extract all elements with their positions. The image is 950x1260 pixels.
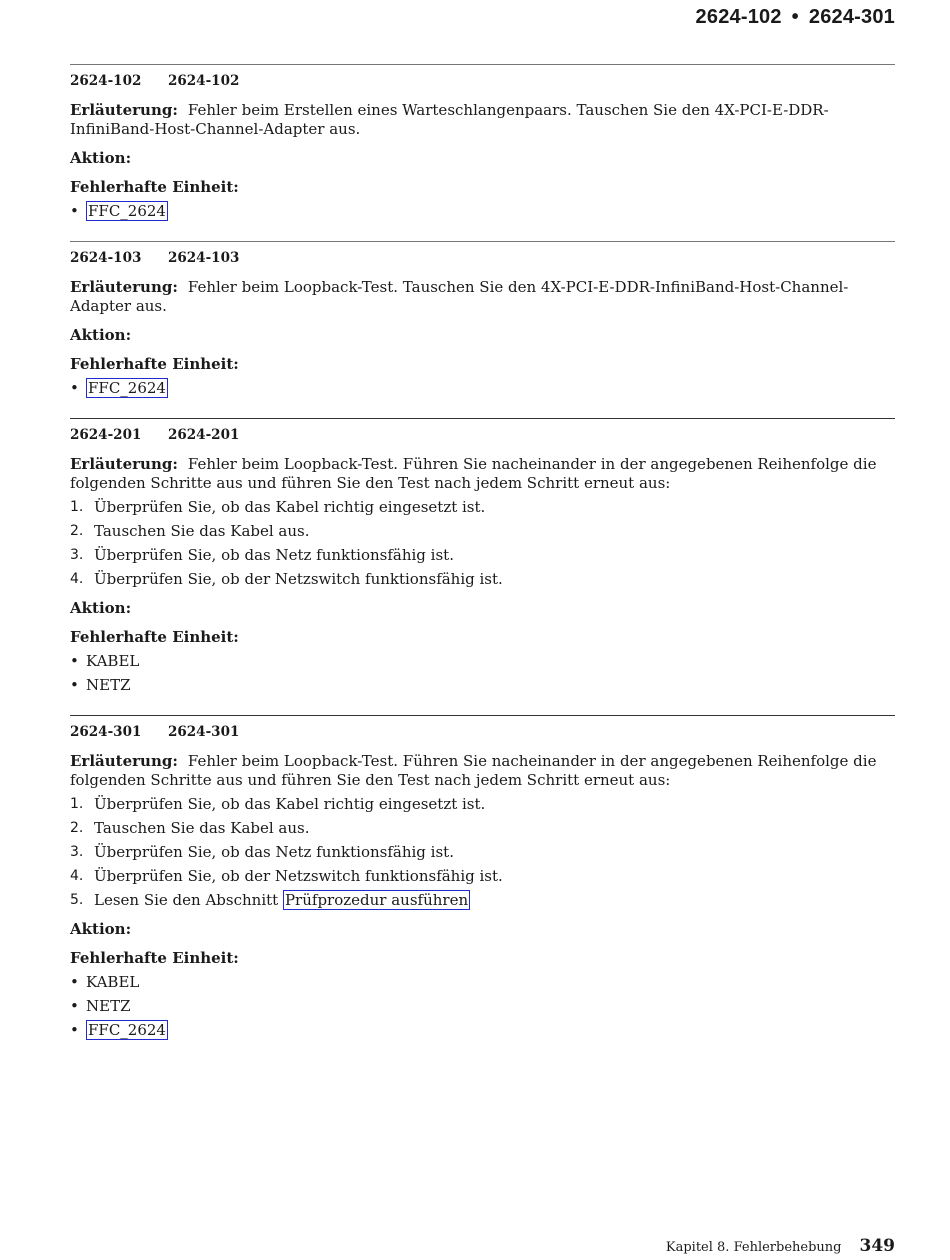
unit-netz: NETZ (86, 676, 131, 694)
error-entry-2624-103 (70, 241, 895, 398)
faulty-unit-label: Fehlerhafte Einheit: (70, 178, 239, 196)
explanation-text: Fehler beim Loopback-Test. Führen Sie nacheinander in der angegebenen Reihenfolge die folgenden Schritte aus und führen Sie den Test nach jedem Schritt erneut aus: (70, 752, 877, 789)
entry-heading (70, 73, 895, 91)
explanation (70, 101, 895, 139)
step-text: Überprüfen Sie, ob der Netzswitch funktionsfähig ist. (94, 570, 503, 588)
list-item (70, 379, 895, 398)
explanation (70, 752, 895, 790)
step-text: Überprüfen Sie, ob der Netzswitch funktionsfähig ist. (94, 867, 503, 885)
ffc-2624-link[interactable]: FFC_2624 (88, 202, 166, 220)
explanation-text: Fehler beim Loopback-Test. Tauschen Sie den 4X-PCI-E-DDR-InfiniBand-Host-Channel-Adapter aus. (70, 278, 849, 315)
list-item (70, 652, 895, 671)
list-item (70, 498, 895, 517)
action-label: Aktion: (70, 149, 132, 167)
unit-list (70, 652, 895, 695)
step-number: 5. (70, 892, 84, 908)
list-item (70, 202, 895, 221)
list-item (70, 819, 895, 838)
error-code: 2624-102 (70, 73, 142, 89)
step-number: 2. (70, 523, 84, 539)
step-text: Lesen Sie den Abschnitt (94, 891, 279, 909)
list-item (70, 867, 895, 886)
action-label: Aktion: (70, 599, 132, 617)
error-entry-2624-201 (70, 418, 895, 695)
explanation-label: Erläuterung: (70, 455, 178, 473)
page-number: 349 (859, 1236, 895, 1256)
explanation-label: Erläuterung: (70, 101, 178, 119)
page-footer (666, 1236, 895, 1256)
faulty-unit-label: Fehlerhafte Einheit: (70, 949, 239, 967)
bullet: • (70, 676, 79, 694)
pruefprozedur-link[interactable]: Prüfprozedur ausführen (284, 891, 469, 909)
entry-heading (70, 724, 895, 742)
step-number: 4. (70, 571, 84, 587)
error-code-repeat: 2624-103 (168, 250, 240, 266)
unit-list (70, 379, 895, 398)
action-label: Aktion: (70, 920, 132, 938)
faulty-unit-label: Fehlerhafte Einheit: (70, 355, 239, 373)
unit-kabel: KABEL (86, 973, 140, 991)
bullet: • (70, 652, 79, 670)
error-code: 2624-103 (70, 250, 142, 266)
faulty-unit-label: Fehlerhafte Einheit: (70, 628, 239, 646)
error-code-repeat: 2624-301 (168, 724, 240, 740)
step-number: 1. (70, 499, 84, 515)
bullet: • (70, 379, 79, 397)
step-text: Überprüfen Sie, ob das Kabel richtig eingesetzt ist. (94, 795, 486, 813)
step-text: Überprüfen Sie, ob das Netz funktionsfähig ist. (94, 843, 454, 861)
explanation (70, 278, 895, 316)
step-number: 4. (70, 868, 84, 884)
action-label: Aktion: (70, 326, 132, 344)
bullet: • (70, 1021, 79, 1039)
unit-kabel: KABEL (86, 652, 140, 670)
step-text: Überprüfen Sie, ob das Kabel richtig eingesetzt ist. (94, 498, 486, 516)
step-list (70, 795, 895, 910)
explanation-text: Fehler beim Loopback-Test. Führen Sie nacheinander in der angegebenen Reihenfolge die folgenden Schritte aus und führen Sie den Test nach jedem Schritt erneut aus: (70, 455, 877, 492)
running-header (696, 6, 895, 29)
error-entry-2624-102 (70, 64, 895, 221)
error-code-repeat: 2624-201 (168, 427, 240, 443)
step-text: Tauschen Sie das Kabel aus. (94, 522, 310, 540)
unit-list (70, 202, 895, 221)
ffc-2624-link[interactable]: FFC_2624 (88, 1021, 166, 1039)
list-item (70, 1021, 895, 1040)
bullet: • (70, 997, 79, 1015)
header-left-code: 2624-102 (695, 6, 782, 28)
error-code: 2624-201 (70, 427, 142, 443)
explanation (70, 455, 895, 493)
list-item (70, 843, 895, 862)
step-list (70, 498, 895, 589)
list-item (70, 997, 895, 1016)
explanation-label: Erläuterung: (70, 752, 178, 770)
step-text: Tauschen Sie das Kabel aus. (94, 819, 310, 837)
list-item (70, 795, 895, 814)
bullet: • (70, 202, 79, 220)
list-item (70, 546, 895, 565)
list-item (70, 676, 895, 695)
main-content (70, 64, 895, 1040)
step-text: Überprüfen Sie, ob das Netz funktionsfähig ist. (94, 546, 454, 564)
step-number: 2. (70, 820, 84, 836)
entry-heading (70, 250, 895, 268)
step-number: 3. (70, 844, 84, 860)
list-item (70, 973, 895, 992)
entry-heading (70, 427, 895, 445)
unit-list (70, 973, 895, 1040)
header-separator: • (791, 6, 799, 28)
ffc-2624-link[interactable]: FFC_2624 (88, 379, 166, 397)
step-number: 1. (70, 796, 84, 812)
unit-netz: NETZ (86, 997, 131, 1015)
list-item (70, 570, 895, 589)
error-code-repeat: 2624-102 (168, 73, 240, 89)
explanation-text: Fehler beim Erstellen eines Warteschlangenpaars. Tauschen Sie den 4X-PCI-E-DDR-InfiniBand-Host-Channel-Adapter aus. (70, 101, 829, 138)
bullet: • (70, 973, 79, 991)
error-code: 2624-301 (70, 724, 142, 740)
chapter-title: Kapitel 8. Fehlerbehebung (665, 1240, 842, 1255)
error-entry-2624-301 (70, 715, 895, 1040)
explanation-label: Erläuterung: (70, 278, 178, 296)
header-right-code: 2624-301 (808, 6, 895, 28)
list-item (70, 891, 895, 910)
list-item (70, 522, 895, 541)
step-number: 3. (70, 547, 84, 563)
